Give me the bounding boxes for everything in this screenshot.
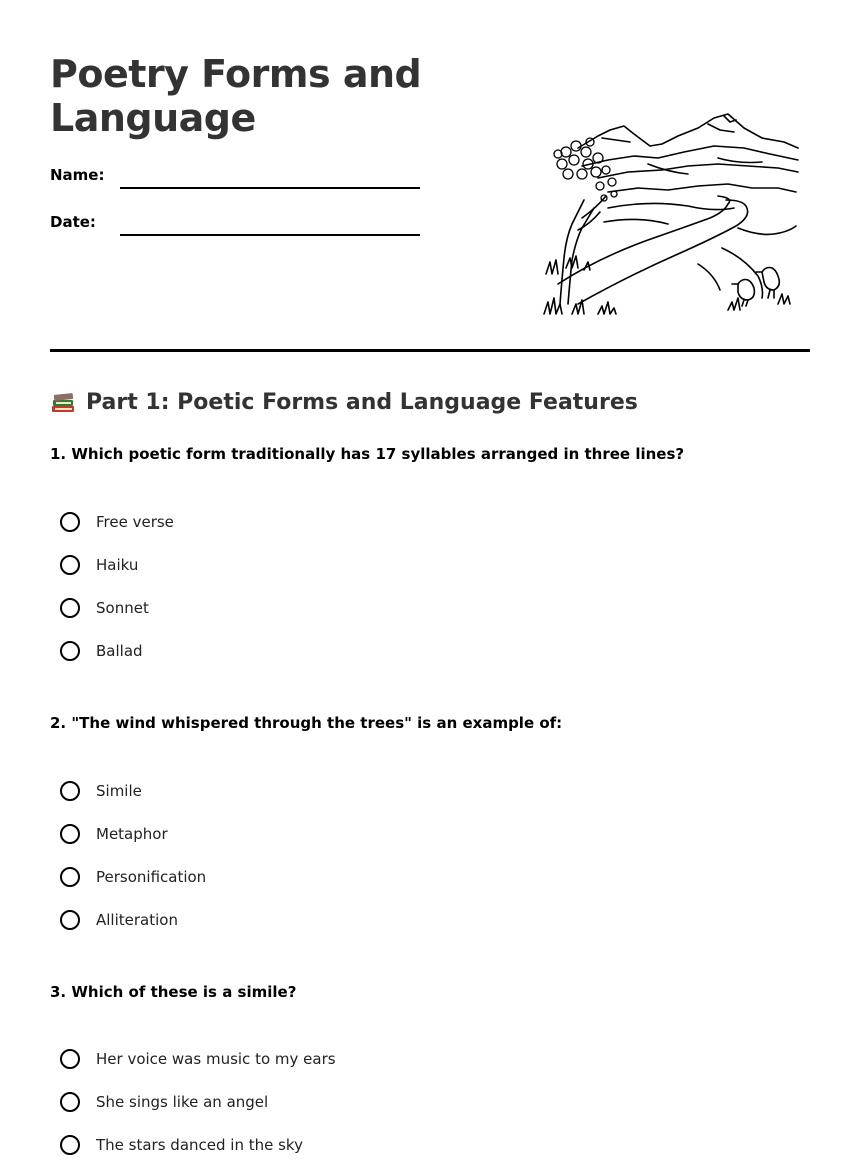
radio-button[interactable] xyxy=(60,1049,80,1069)
radio-button[interactable] xyxy=(60,781,80,801)
radio-button[interactable] xyxy=(60,1135,80,1155)
q3-option-2[interactable] xyxy=(60,1089,268,1115)
q2-option-3[interactable] xyxy=(60,864,206,890)
name-field[interactable] xyxy=(50,166,420,190)
option-label: Simile xyxy=(96,782,142,800)
name-line[interactable] xyxy=(120,187,420,189)
option-label: Ballad xyxy=(96,642,143,660)
date-label: Date: xyxy=(50,213,96,231)
radio-button[interactable] xyxy=(60,555,80,575)
option-label: Personification xyxy=(96,868,207,886)
radio-button[interactable] xyxy=(60,824,80,844)
radio-button[interactable] xyxy=(60,641,80,661)
option-label: Alliteration xyxy=(96,911,178,929)
question-3: 3. Which of these is a simile? xyxy=(50,983,297,1001)
option-label: Metaphor xyxy=(96,825,168,843)
question-1: 1. Which poetic form traditionally has 17 syllables arranged in three lines? xyxy=(50,445,685,463)
q1-option-2[interactable] xyxy=(60,552,138,578)
section-divider xyxy=(50,349,810,352)
radio-button[interactable] xyxy=(60,598,80,618)
radio-button[interactable] xyxy=(60,1092,80,1112)
q1-option-4[interactable] xyxy=(60,638,143,664)
q1-option-1[interactable] xyxy=(60,509,174,535)
option-label: She sings like an angel xyxy=(96,1093,269,1111)
section-heading-text: Part 1: Poetic Forms and Language Features xyxy=(86,389,638,415)
q3-option-1[interactable] xyxy=(60,1046,336,1072)
name-label: Name: xyxy=(50,166,105,184)
q1-option-3[interactable] xyxy=(60,595,149,621)
option-label: The stars danced in the sky xyxy=(96,1136,303,1154)
option-label: Sonnet xyxy=(96,599,149,617)
radio-button[interactable] xyxy=(60,512,80,532)
q3-option-3[interactable] xyxy=(60,1132,303,1158)
landscape-illustration xyxy=(538,108,800,324)
question-2: 2. "The wind whispered through the trees" is an example of: xyxy=(50,714,563,732)
option-label: Haiku xyxy=(96,556,139,574)
radio-button[interactable] xyxy=(60,867,80,887)
q2-option-4[interactable] xyxy=(60,907,178,933)
option-label: Free verse xyxy=(96,513,174,531)
books-icon xyxy=(50,389,76,415)
date-field[interactable] xyxy=(50,213,420,237)
date-line[interactable] xyxy=(120,234,420,236)
q2-option-1[interactable] xyxy=(60,778,142,804)
section-heading xyxy=(50,389,638,415)
page-title: Poetry Forms and Language xyxy=(50,52,422,140)
option-label: Her voice was music to my ears xyxy=(96,1050,336,1068)
radio-button[interactable] xyxy=(60,910,80,930)
q2-option-2[interactable] xyxy=(60,821,168,847)
